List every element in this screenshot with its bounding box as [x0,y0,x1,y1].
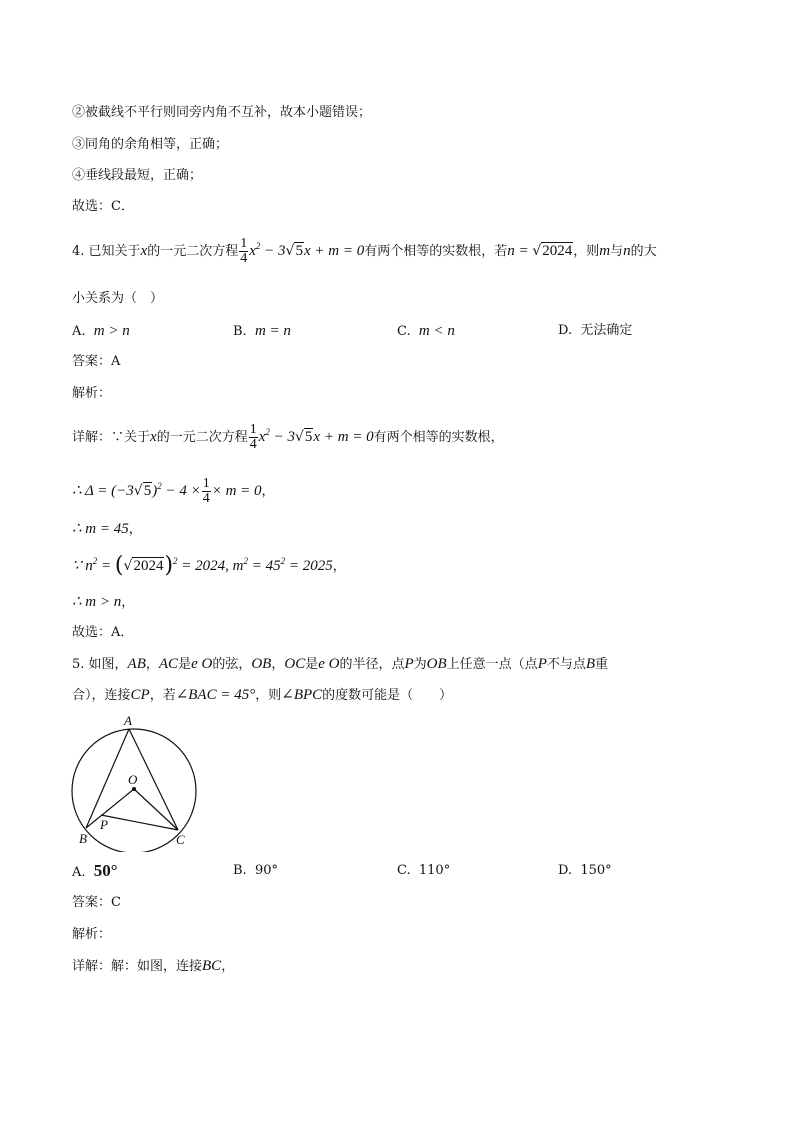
q5-analysis-label: 解析： [72,927,112,942]
q4-equation: $\frac{1}{4}$ $x^2 - 3√5x + m = 0$ [240,236,365,267]
solution-line-5: 故选：C． [72,199,134,214]
label-c: C [176,832,185,847]
q4-option-d[interactable]: D. 无法确定 [558,323,633,338]
q4-detail-line: 详解：∵关于x的一元二次方程 $\frac{1}{4}$ $x^2 - 3√5x + m = 0$有两个相等的实数根， [72,422,504,453]
q4-stem-line2: 小关系为（ ） [72,291,164,306]
label-b: B [79,831,87,846]
q4-detail-equation: $\frac{1}{4}$ $x^2 - 3√5x + m = 0$ [249,422,374,453]
q5-answer: 答案：C [72,895,121,910]
q4-answer: 答案：A [72,354,121,369]
q4-step-3: ∵ $n^2 = (√2024)^2 = 2024$, $m^2 = 45^2 = 2025$， [72,553,346,578]
solution-line-4: ④垂线段最短，正确； [72,168,203,183]
center-point-o [132,787,136,791]
q4-option-b[interactable]: B. m = n [233,323,291,339]
q5-option-c[interactable]: C. 110° [397,863,451,878]
q5-option-d[interactable]: D. 150° [558,863,612,878]
q4-step-2: ∴ m = 45， [72,521,142,537]
q4-stem-line1: 4. 已知关于x的一元二次方程 $\frac{1}{4}$ $x^2 - 3√5x + m = 0$有两个相等的实数根，若n = √2024，则m与n的大 [72,236,657,267]
q4-option-c[interactable]: C. m < n [397,323,455,339]
q4-option-a[interactable]: A. m > n [72,323,130,339]
radius-ob [86,789,134,828]
label-p: P [100,817,108,832]
q4-step-4: ∴ m > n， [72,594,135,610]
q4-choose: 故选：A． [72,625,134,640]
q4-analysis-label: 解析： [72,386,112,401]
q5-circle-figure [66,712,206,852]
q5-stem-line1: 5. 如图，AB，AC是e O的弦，OB，OC是e O的半径，点P为OB上任意一点（点P不与点B重 [72,656,609,672]
solution-line-2: ②被截线不平行则同旁内角不互补，故本小题错误； [72,105,372,120]
q5-option-b[interactable]: B. 90° [233,863,278,878]
q5-option-a[interactable]: A. 50° [72,861,118,880]
radius-oc [134,789,178,830]
segment-cp [101,815,178,830]
label-o: O [128,772,138,787]
q5-detail-line: 详解：解：如图，连接BC， [72,958,235,974]
q4-step-1: ∴ $\Delta = (-3√5)^2 - 4$ × $\frac{1}{4}$ × m = 0， [72,476,275,507]
chord-ab [86,729,129,828]
q5-stem-line2: 合），连接CP，若∠BAC = 45°，则∠BPC的度数可能是（ ） [72,687,453,703]
label-a: A [124,713,132,728]
solution-line-3: ③同角的余角相等，正确； [72,137,229,152]
